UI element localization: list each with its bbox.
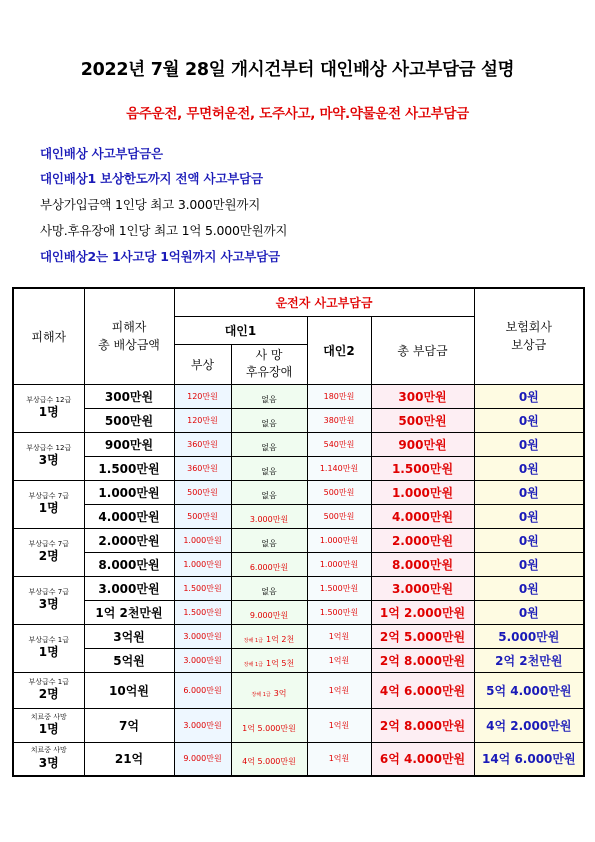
death-value: 없음 <box>261 586 277 596</box>
total-burden-cell: 900만원 <box>371 432 474 456</box>
insurer-cell: 5.000만원 <box>474 624 584 648</box>
insurer-cell: 0원 <box>474 552 584 576</box>
injury-cell: 120만원 <box>174 408 231 432</box>
victim-count: 2명 <box>38 686 59 701</box>
header-injury: 부상 <box>174 344 231 384</box>
insurer-cell: 0원 <box>474 528 584 552</box>
victim-count: 3명 <box>38 596 59 611</box>
victim-cell <box>13 432 84 480</box>
death-cell <box>231 504 307 528</box>
total-burden-cell: 1억 2.000만원 <box>371 600 474 624</box>
daein2-cell: 1억원 <box>307 624 371 648</box>
header-victim-total: 피해자 총 배상금액 <box>84 288 174 384</box>
victim-total-cell: 2.000만원 <box>84 528 174 552</box>
victim-total-cell: 1억 2천만원 <box>84 600 174 624</box>
victim-total-cell: 500만원 <box>84 408 174 432</box>
victim-total-cell: 4.000만원 <box>84 504 174 528</box>
total-burden-cell: 4억 6.000만원 <box>371 672 474 708</box>
daein2-cell: 1억원 <box>307 742 371 776</box>
victim-grade: 부상급수 7급 <box>28 587 69 596</box>
table-row <box>13 384 584 408</box>
death-value: 4억 5.000만원 <box>242 757 296 767</box>
death-value: 9.000만원 <box>249 610 289 620</box>
victim-total-cell: 1.500만원 <box>84 456 174 480</box>
intro-line-5: 대인배상2는 1사고당 1억원까지 사고부담금 <box>40 249 280 264</box>
victim-cell <box>13 576 84 624</box>
victim-cell <box>13 528 84 576</box>
insurer-cell: 0원 <box>474 576 584 600</box>
death-cell <box>231 456 307 480</box>
insurer-cell: 5억 4.000만원 <box>474 672 584 708</box>
table-row <box>13 576 584 600</box>
victim-count: 3명 <box>38 755 59 770</box>
victim-cell <box>13 624 84 672</box>
insurer-cell: 0원 <box>474 408 584 432</box>
injury-cell: 500만원 <box>174 480 231 504</box>
insurer-cell: 0원 <box>474 480 584 504</box>
victim-total-cell: 1.000만원 <box>84 480 174 504</box>
death-prefix: 장해 1급 <box>243 661 264 668</box>
death-cell <box>231 708 307 742</box>
table-row <box>13 432 584 456</box>
table-row <box>13 552 584 576</box>
victim-count: 2명 <box>38 548 59 563</box>
total-burden-cell: 1.000만원 <box>371 480 474 504</box>
victim-cell <box>13 384 84 432</box>
injury-cell: 360만원 <box>174 456 231 480</box>
victim-grade: 치료중 사망 <box>30 712 67 721</box>
daein2-cell: 1.000만원 <box>307 552 371 576</box>
total-burden-cell: 1.500만원 <box>371 456 474 480</box>
daein2-cell: 1억원 <box>307 648 371 672</box>
page-title: 2022년 7월 28일 개시건부터 대인배상 사고부담금 설명 <box>80 60 515 80</box>
death-value: 없음 <box>261 442 277 452</box>
total-burden-cell: 3.000만원 <box>371 576 474 600</box>
table-row <box>13 648 584 672</box>
total-burden-cell: 4.000만원 <box>371 504 474 528</box>
header-death: 사 망 후유장애 <box>231 344 307 384</box>
daein2-cell: 1.500만원 <box>307 600 371 624</box>
death-value: 3억 <box>273 688 287 698</box>
death-cell <box>231 648 307 672</box>
injury-cell: 120만원 <box>174 384 231 408</box>
burden-table <box>12 287 585 777</box>
injury-cell: 9.000만원 <box>174 742 231 776</box>
table-row <box>13 708 584 742</box>
daein2-cell: 1억원 <box>307 708 371 742</box>
header-daein2: 대인2 <box>307 316 371 384</box>
victim-cell <box>13 672 84 708</box>
table-row <box>13 528 584 552</box>
daein2-cell: 500만원 <box>307 480 371 504</box>
daein2-cell: 180만원 <box>307 384 371 408</box>
insurer-cell: 14억 6.000만원 <box>474 742 584 776</box>
victim-total-cell: 8.000만원 <box>84 552 174 576</box>
page-subtitle: 음주운전, 무면허운전, 도주사고, 마약.약물운전 사고부담금 <box>126 106 469 122</box>
death-cell <box>231 432 307 456</box>
intro-line-1: 대인배상 사고부담금은 <box>40 146 163 161</box>
victim-cell <box>13 708 84 742</box>
daein2-cell: 1.000만원 <box>307 528 371 552</box>
victim-total-cell: 10억원 <box>84 672 174 708</box>
insurer-cell: 0원 <box>474 600 584 624</box>
death-cell <box>231 600 307 624</box>
daein2-cell: 1.140만원 <box>307 456 371 480</box>
victim-count: 1명 <box>38 721 59 736</box>
total-burden-cell: 500만원 <box>371 408 474 432</box>
victim-count: 1명 <box>38 404 59 419</box>
total-burden-cell: 2.000만원 <box>371 528 474 552</box>
victim-total-cell: 21억 <box>84 742 174 776</box>
death-cell <box>231 408 307 432</box>
death-cell <box>231 552 307 576</box>
daein2-cell: 1.500만원 <box>307 576 371 600</box>
death-cell <box>231 576 307 600</box>
daein2-cell: 500만원 <box>307 504 371 528</box>
victim-grade: 부상급수 7급 <box>28 491 69 500</box>
daein2-cell: 1억원 <box>307 672 371 708</box>
injury-cell: 3.000만원 <box>174 708 231 742</box>
injury-cell: 360만원 <box>174 432 231 456</box>
victim-total-cell: 3억원 <box>84 624 174 648</box>
insurer-cell: 4억 2.000만원 <box>474 708 584 742</box>
victim-grade: 부상급수 12급 <box>26 443 72 452</box>
total-burden-cell: 2억 5.000만원 <box>371 624 474 648</box>
death-prefix: 장해 1급 <box>243 637 264 644</box>
total-burden-cell: 6억 4.000만원 <box>371 742 474 776</box>
victim-grade: 부상급수 1급 <box>28 677 69 686</box>
victim-grade: 부상급수 12급 <box>26 395 72 404</box>
victim-cell <box>13 742 84 776</box>
total-burden-cell: 2억 8.000만원 <box>371 648 474 672</box>
victim-count: 1명 <box>38 500 59 515</box>
victim-total-cell: 3.000만원 <box>84 576 174 600</box>
victim-grade: 부상급수 1급 <box>28 635 69 644</box>
table-row <box>13 624 584 648</box>
death-value: 3.000만원 <box>249 514 289 524</box>
death-value: 없음 <box>261 538 277 548</box>
intro-line-3: 부상가입금액 1인당 최고 3.000만원까지 <box>40 197 261 212</box>
victim-count: 1명 <box>38 644 59 659</box>
death-cell <box>231 624 307 648</box>
total-burden-cell: 2억 8.000만원 <box>371 708 474 742</box>
death-cell <box>231 742 307 776</box>
victim-total-cell: 300만원 <box>84 384 174 408</box>
table-body <box>13 384 584 776</box>
death-prefix: 장해 1급 <box>251 691 271 698</box>
victim-total-cell: 900만원 <box>84 432 174 456</box>
injury-cell: 1.000만원 <box>174 528 231 552</box>
table-row <box>13 456 584 480</box>
injury-cell: 1.500만원 <box>174 600 231 624</box>
daein2-cell: 540만원 <box>307 432 371 456</box>
header-driver-burden: 운전자 사고부담금 <box>174 288 474 316</box>
intro-line-2: 대인배상1 보상한도까지 전액 사고부담금 <box>40 171 263 186</box>
injury-cell: 1.500만원 <box>174 576 231 600</box>
insurer-cell: 0원 <box>474 384 584 408</box>
daein2-cell: 380만원 <box>307 408 371 432</box>
victim-count: 3명 <box>38 452 59 467</box>
death-value: 6.000만원 <box>249 562 289 572</box>
total-burden-cell: 8.000만원 <box>371 552 474 576</box>
death-cell <box>231 672 307 708</box>
injury-cell: 3.000만원 <box>174 648 231 672</box>
injury-cell: 6.000만원 <box>174 672 231 708</box>
injury-cell: 3.000만원 <box>174 624 231 648</box>
table-row <box>13 672 584 708</box>
death-value: 없음 <box>261 418 277 428</box>
victim-grade: 부상급수 7급 <box>28 539 69 548</box>
table-row <box>13 480 584 504</box>
total-burden-cell: 300만원 <box>371 384 474 408</box>
death-value: 없음 <box>261 490 277 500</box>
victim-total-cell: 5억원 <box>84 648 174 672</box>
insurer-cell: 2억 2천만원 <box>474 648 584 672</box>
header-daein1: 대인1 <box>174 316 307 344</box>
table-row <box>13 742 584 776</box>
victim-grade: 치료중 사망 <box>30 746 67 755</box>
injury-cell: 500만원 <box>174 504 231 528</box>
victim-cell <box>13 480 84 528</box>
insurer-cell: 0원 <box>474 504 584 528</box>
death-value: 1억 2천 <box>266 634 295 644</box>
death-value: 없음 <box>261 466 277 476</box>
death-value: 1억 5천 <box>266 658 295 668</box>
header-insurer: 보험회사 보상금 <box>474 288 584 384</box>
death-cell <box>231 384 307 408</box>
table-row <box>13 408 584 432</box>
header-total-burden: 총 부담금 <box>371 316 474 384</box>
header-victim: 피해자 <box>13 288 84 384</box>
victim-total-cell: 7억 <box>84 708 174 742</box>
injury-cell: 1.000만원 <box>174 552 231 576</box>
intro-line-4: 사망.후유장애 1인당 최고 1억 5.000만원까지 <box>40 223 288 238</box>
death-value: 없음 <box>261 394 277 404</box>
table-row <box>13 504 584 528</box>
death-cell <box>231 480 307 504</box>
table-row <box>13 600 584 624</box>
death-value: 1억 5.000만원 <box>242 723 296 733</box>
death-cell <box>231 528 307 552</box>
insurer-cell: 0원 <box>474 456 584 480</box>
insurer-cell: 0원 <box>474 432 584 456</box>
